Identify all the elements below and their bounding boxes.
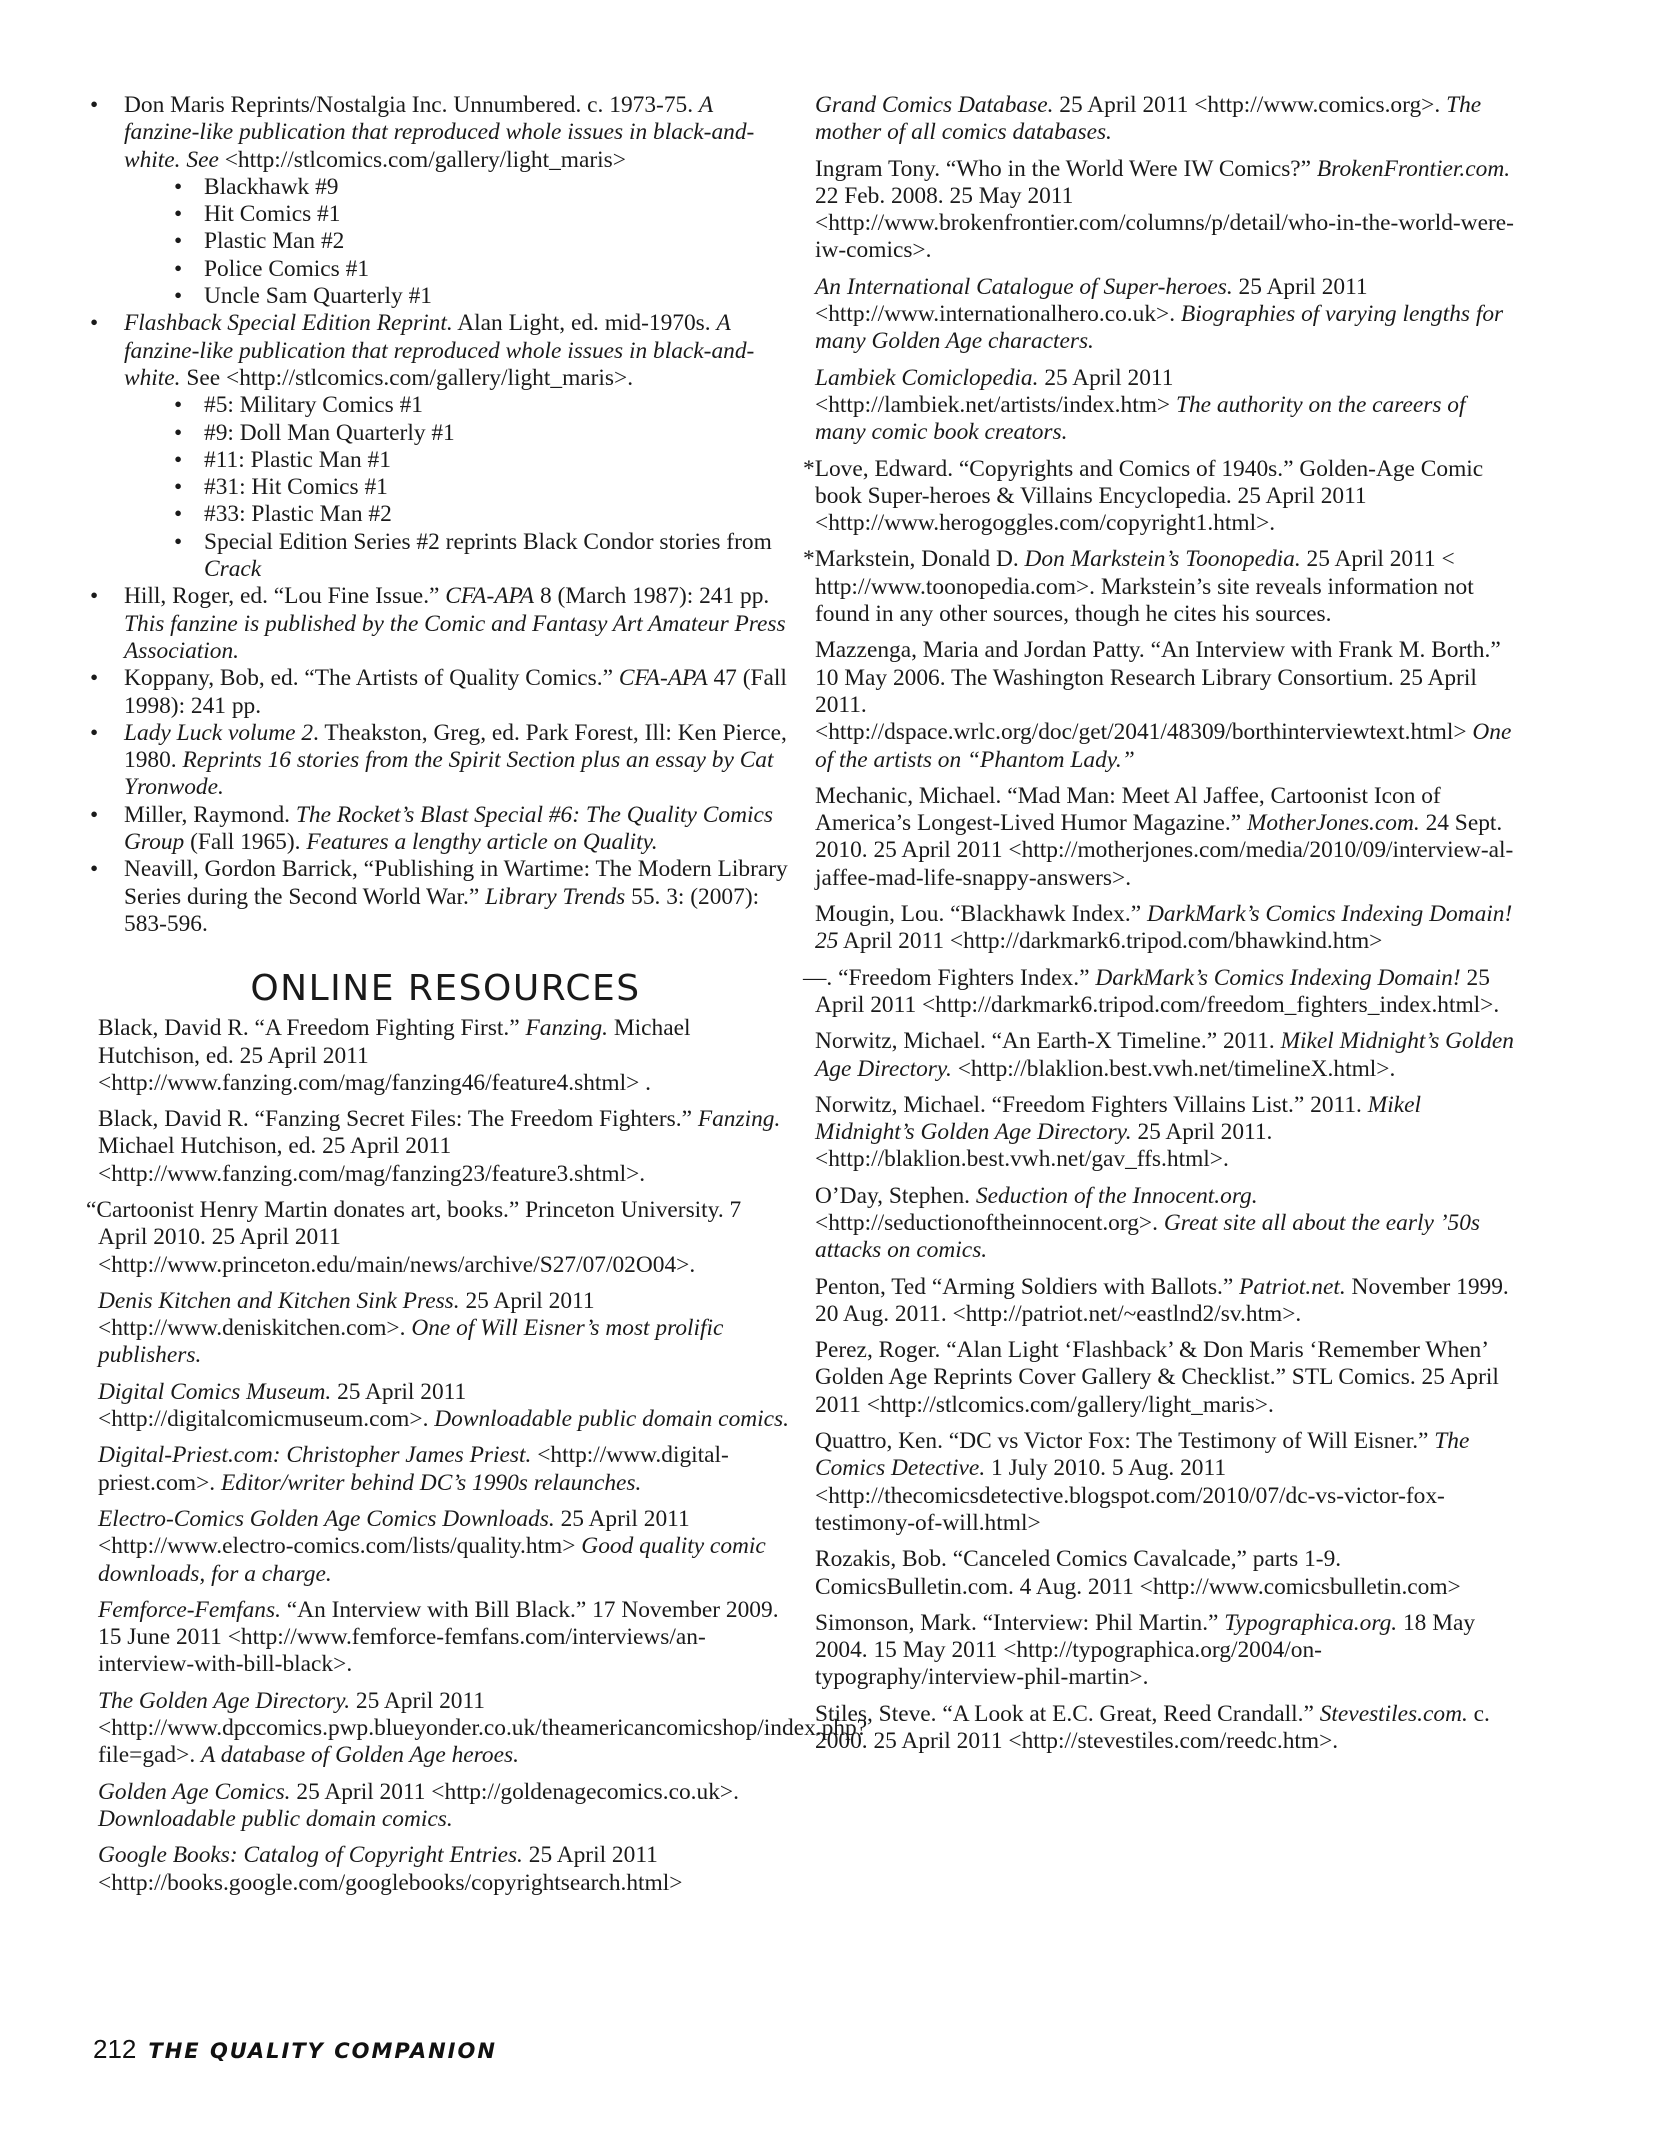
bibliography-entry: Digital-Priest.com: Christopher James Priest. <http://www.digital-priest.com>. Editor/writer behind DC’s 1990s relaunches. <box>98 1442 729 1496</box>
bibliography-entry: Ingram Tony. “Who in the World Were IW Comics?” BrokenFrontier.com. 22 Feb. 2008. 25 May 2011 <http://www.brokenfrontier.com/columns/p/detail/who-in-the-world-were-iw-comics>. <box>815 155 1514 264</box>
list-item: • Miller, Raymond. The Rocket’s Blast Special #6: The Quality Comics Group (Fall 1965). Features a lengthy article on Quality. <box>88 802 793 857</box>
list-item: • #31: Hit Comics #1 <box>168 474 793 501</box>
bibliography-entry: O’Day, Stephen. Seduction of the Innocent.org. <http://seductionoftheinnocent.org>. Great site all about the early ’50s attacks on comics. <box>815 1182 1480 1264</box>
page-footer <box>93 2034 497 2064</box>
list-item: • #11: Plastic Man #1 <box>168 447 793 474</box>
bibliography-entry: —. “Freedom Fighters Index.” DarkMark’s Comics Indexing Domain! 25 April 2011 <http://darkmark6.tripod.com/freedom_fighters_index.html>. <box>803 964 1500 1018</box>
list-item: • Hit Comics #1 <box>168 201 793 228</box>
list-item: • #5: Military Comics #1 <box>168 392 793 419</box>
bibliography-entry: “Cartoonist Henry Martin donates art, books.” Princeton University. 7 April 2010. 25 April 2011 <http://www.princeton.edu/main/news/archive/S27/07/02O04>. <box>86 1196 742 1278</box>
list-item: • Police Comics #1 <box>168 256 793 283</box>
list-item: • Special Edition Series #2 reprints Black Condor stories from Crack <box>168 529 793 584</box>
list-item: • Koppany, Bob, ed. “The Artists of Quality Comics.” CFA-APA 47 (Fall 1998): 241 pp. <box>88 665 793 720</box>
list-item: • Blackhawk #9 <box>168 174 793 201</box>
bibliography-entry: *Markstein, Donald D. Don Markstein’s Toonopedia. 25 April 2011 < http://www.toonopedia.com>. Markstein’s site reveals information not found in any other sources, though he cites his sources. <box>803 546 1474 628</box>
bibliography-entry: Digital Comics Museum. 25 April 2011 <http://digitalcomicmuseum.com>. Downloadable public domain comics. <box>98 1378 789 1433</box>
section-heading: ONLINE RESOURCES <box>250 968 641 1010</box>
list-item: • #9: Doll Man Quarterly #1 <box>168 420 793 447</box>
bibliography-entry: Black, David R. “Fanzing Secret Files: The Freedom Fighters.” Fanzing. Michael Hutchison, ed. 25 April 2011 <http://www.fanzing.com/mag/fanzing23/feature3.shtml>. <box>98 1106 781 1187</box>
list-item: • Lady Luck volume 2. Theakston, Greg, ed. Park Forest, Ill: Ken Pierce, 1980. Reprints 16 stories from the Spirit Section plus an essay by Cat Yronwode. <box>88 720 793 802</box>
bibliography-entry: Femforce-Femfans. “An Interview with Bill Black.” 17 November 2009. 15 June 2011 <http://www.femforce-femfans.com/interviews/an-interview-with-bill-black>. <box>98 1596 779 1678</box>
list-item: • Hill, Roger, ed. “Lou Fine Issue.” CFA-APA 8 (March 1987): 241 pp. This fanzine is published by the Comic and Fantasy Art Amateur Press Association. <box>88 583 793 665</box>
left-column <box>86 92 868 1906</box>
list-item: • Neavill, Gordon Barrick, “Publishing in Wartime: The Modern Library Series during the Second World War.” Library Trends 55. 3: (2007): 583-596. <box>88 856 793 938</box>
sub-list <box>124 174 793 310</box>
bibliography-entry: Perez, Roger. “Alan Light ‘Flashback’ & Don Maris ‘Remember When’ Golden Age Reprints Cover Gallery & Checklist.” STL Comics. 25 April 2011 <http://stlcomics.com/gallery/light_maris>. <box>815 1337 1499 1418</box>
list-item: • Plastic Man #2 <box>168 228 793 255</box>
bibliography-entry: *Love, Edward. “Copyrights and Comics of 1940s.” Golden-Age Comic book Super-heroes & Villains Encyclopedia. 25 April 2011 <http://www.herogoggles.com/copyright1.html>. <box>803 455 1484 537</box>
list-item: • Flashback Special Edition Reprint. Alan Light, ed. mid-1970s. A fanzine-like publication that reproduced whole issues in black-and-white. See <http://stlcomics.com/gallery/light_maris>. • #5: Military Comics #1 • #9: Doll Man Quarterly #1 • #11: Plastic Man #1 • #31: Hit Comics #1 • #33: Plastic Man #2 • Special Edition Series #2 reprints Black Condor stories from Crack <box>88 310 793 583</box>
bibliography-entry: Mazzenga, Maria and Jordan Patty. “An Interview with Frank M. Borth.” 10 May 2006. The Washington Research Library Consortium. 25 April 2011. <http://dspace.wrlc.org/doc/get/2041/48309/borthinterviewtext.html> One of the artists on “Phantom Lady.” <box>815 637 1512 773</box>
bibliography-entry: Norwitz, Michael. “Freedom Fighters Villains List.” 2011. Mikel Midnight’s Golden Age Directory. 25 April 2011. <http://blaklion.best.vwh.net/gav_ffs.html>. <box>815 1091 1421 1173</box>
bibliography-entry: An International Catalogue of Super-heroes. 25 April 2011 <http://www.internationalhero.co.uk>. Biographies of varying lengths for many Golden Age characters. <box>815 273 1504 355</box>
bibliography-entry: Electro-Comics Golden Age Comics Downloads. 25 April 2011 <http://www.electro-comics.com/lists/quality.htm> Good quality comic downloads, for a charge. <box>98 1505 766 1587</box>
bibliography-entry: Golden Age Comics. 25 April 2011 <http://goldenagecomics.co.uk>. Downloadable public domain comics. <box>98 1778 739 1832</box>
bibliography-entry: Grand Comics Database. 25 April 2011 <http://www.comics.org>. The mother of all comics databases. <box>815 92 1482 146</box>
bibliography-entry: Mougin, Lou. “Blackhawk Index.” DarkMark’s Comics Indexing Domain! 25 April 2011 <http://darkmark6.tripod.com/bhawkind.htm> <box>815 901 1513 955</box>
right-column <box>803 92 1520 1764</box>
bibliography-entry: Quattro, Ken. “DC vs Victor Fox: The Testimony of Will Eisner.” The Comics Detective. 1 July 2010. 5 Aug. 2011 <http://thecomicsdetective.blogspot.com/2010/07/dc-vs-victor-fox-testimony-of-will.html> <box>815 1428 1470 1536</box>
running-title: THE QUALITY COMPANION <box>148 2039 497 2063</box>
bibliography-entry: Black, David R. “A Freedom Fighting First.” Fanzing. Michael Hutchison, ed. 25 April 2011 <http://www.fanzing.com/mag/fanzing46/feature4.shtml> . <box>98 1015 691 1096</box>
bibliography-entry: Stiles, Steve. “A Look at E.C. Great, Reed Crandall.” Stevestiles.com. c. 2000. 25 April 2011 <http://stevestiles.com/reedc.htm>. <box>815 1700 1490 1755</box>
bibliography-entry: Rozakis, Bob. “Canceled Comics Cavalcade,” parts 1-9. ComicsBulletin.com. 4 Aug. 2011 <http://www.comicsbulletin.com> <box>815 1546 1461 1600</box>
bibliography-entry: Simonson, Mark. “Interview: Phil Martin.” Typographica.org. 18 May 2004. 15 May 2011 <http://typographica.org/2004/on-typography/interview-phil-martin>. <box>815 1609 1476 1691</box>
online-resources-left <box>86 1015 868 1897</box>
bibliography-entry: Norwitz, Michael. “An Earth-X Timeline.” 2011. Mikel Midnight’s Golden Age Directory. <http://blaklion.best.vwh.net/timelineX.html>. <box>815 1028 1514 1082</box>
page-number: 212 <box>93 2034 137 2064</box>
list-item: • Don Maris Reprints/Nostalgia Inc. Unnumbered. c. 1973-75. A fanzine-like publication that reproduced whole issues in black-and-white. See <http://stlcomics.com/gallery/light_maris> • Blackhawk #9 • Hit Comics #1 • Plastic Man #2 • Police Comics #1 • Uncle Sam Quarterly #1 <box>88 92 793 310</box>
bibliography-entry: Penton, Ted “Arming Soldiers with Ballots.” Patriot.net. November 1999. 20 Aug. 2011. <http://patriot.net/~eastlnd2/sv.htm>. <box>815 1273 1509 1327</box>
list-item: • Uncle Sam Quarterly #1 <box>168 283 793 310</box>
bibliography-entry: Lambiek Comiclopedia. 25 April 2011 <http://lambiek.net/artists/index.htm> The authority on the careers of many comic book creators. <box>815 364 1466 446</box>
list-item: • #33: Plastic Man #2 <box>168 501 793 528</box>
bibliography-entry: The Golden Age Directory. 25 April 2011 <http://www.dpccomics.pwp.blueyonder.co.uk/theamericancomicshop/index.php?file=gad>. A database of Golden Age heroes. <box>98 1687 868 1769</box>
bibliography-entry: Google Books: Catalog of Copyright Entries. 25 April 2011 <http://books.google.com/googlebooks/copyrightsearch.html> <box>98 1842 683 1896</box>
sub-list <box>124 392 793 583</box>
print-sources-list <box>88 92 793 938</box>
bibliography-entry: Mechanic, Michael. “Mad Man: Meet Al Jaffee, Cartoonist Icon of America’s Longest-Lived Humor Magazine.” MotherJones.com. 24 Sept. 2010. 25 April 2011 <http://motherjones.com/media/2010/09/interview-al-jaffee-mad-life-snappy-answers>. <box>815 782 1514 891</box>
bibliography-entry: Denis Kitchen and Kitchen Sink Press. 25 April 2011 <http://www.deniskitchen.com>. One of Will Eisner’s most prolific publishers. <box>98 1287 724 1369</box>
